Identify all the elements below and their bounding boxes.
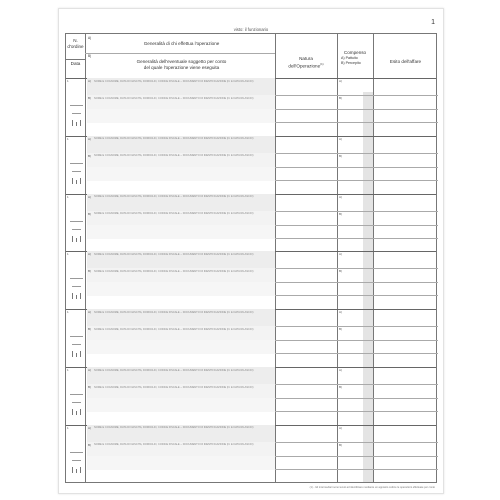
entry-block	[66, 194, 436, 252]
entry-fine-print: NOME E COGNOME, DATA DI NASCITA, DOMICILIO, CODICE FISCALE -- DOCUMENTO DI IDENTIFICAZIONE (N. E DATA RILASCIO)	[94, 368, 254, 372]
header-natura-2-text: dell'Operazione	[288, 63, 321, 69]
header-line-a: Generalità di chi effettua l'operazione	[143, 41, 220, 46]
row-divider	[275, 153, 438, 154]
date-field[interactable]	[70, 331, 83, 337]
entry-fine-print: NOME E COGNOME, DATA DI NASCITA, DOMICILIO, CODICE FISCALE -- DOCUMENTO DI IDENTIFICAZIONE (N. E DATA RILASCIO)	[94, 137, 254, 141]
entry-mark-b: B)	[88, 442, 91, 447]
header-line-b2: del quale l'operazione viene eseguita	[143, 65, 220, 70]
row-divider	[275, 167, 438, 168]
date-field[interactable]	[72, 455, 81, 461]
header-divider	[85, 53, 275, 54]
compenso-mark-a: A)	[339, 368, 342, 372]
field-c[interactable]	[87, 282, 275, 296]
row-divider	[275, 180, 438, 181]
entry-mark-a: A)	[88, 368, 91, 372]
date-field[interactable]	[70, 389, 83, 395]
entry-fine-print: NOME E COGNOME, DATA DI NASCITA, DOMICILIO, CODICE FISCALE -- DOCUMENTO DI IDENTIFICAZIONE (N. E DATA RILASCIO)	[94, 310, 254, 314]
footnote: (1) - Gli intermediari sono tenuti ad identificare mediante un apposito codice le operazioni effettuate per conto	[309, 486, 435, 489]
entry-num: 1	[67, 79, 69, 83]
header-compenso: Compenso	[343, 50, 367, 55]
entry-block	[66, 136, 436, 194]
entry-fine-print: NOME E COGNOME, DATA DI NASCITA, DOMICILIO, CODICE FISCALE -- DOCUMENTO DI IDENTIFICAZIONE (N. E DATA RILASCIO)	[94, 327, 254, 331]
date-field[interactable]	[72, 224, 81, 230]
compenso-mark-a: A)	[339, 79, 342, 83]
field-c[interactable]	[87, 340, 275, 354]
entry-num: 1	[67, 136, 69, 141]
date-field[interactable]	[72, 281, 81, 287]
entry-block	[66, 425, 436, 483]
entry-block	[66, 309, 436, 367]
date-field[interactable]	[70, 158, 83, 164]
header-data: Data	[70, 61, 81, 66]
row-divider	[275, 109, 438, 110]
date-field[interactable]	[72, 166, 81, 172]
compenso-mark-a: A)	[339, 194, 342, 199]
entry-mark-a: A)	[88, 194, 91, 199]
row-divider	[275, 442, 438, 443]
date-field[interactable]	[70, 273, 83, 279]
entry-block	[66, 251, 436, 309]
row-divider	[275, 225, 438, 226]
entry-block	[66, 78, 436, 136]
compenso-mark-b: B)	[339, 327, 342, 332]
header-mark-b: B)	[88, 54, 92, 58]
row-divider	[275, 398, 438, 399]
header-divider	[66, 59, 85, 60]
entry-mark-b: B)	[88, 327, 91, 332]
entry-mark-b: B)	[88, 385, 91, 389]
entry-fine-print: NOME E COGNOME, DATA DI NASCITA, DOMICILIO, CODICE FISCALE -- DOCUMENTO DI IDENTIFICAZIONE (N. E DATA RILASCIO)	[94, 96, 254, 100]
entry-num: 1	[67, 194, 69, 199]
compenso-mark-b: B)	[339, 153, 342, 158]
entry-fine-print: NOME E COGNOME, DATA DI NASCITA, DOMICILIO, CODICE FISCALE -- DOCUMENTO DI IDENTIFICAZIONE (N. E DATA RILASCIO)	[94, 212, 254, 216]
row-divider	[275, 469, 438, 470]
row-divider	[275, 411, 438, 412]
entry-fine-print: NOME E COGNOME, DATA DI NASCITA, DOMICILIO, CODICE FISCALE -- DOCUMENTO DI IDENTIFICAZIONE (N. E DATA RILASCIO)	[94, 385, 254, 389]
row-divider	[275, 95, 438, 96]
compenso-mark-a: A)	[339, 252, 342, 257]
row-divider	[275, 282, 438, 283]
entry-mark-b: B)	[88, 153, 91, 158]
field-c[interactable]	[87, 109, 275, 123]
entry-mark-a: A)	[88, 79, 91, 83]
compenso-mark-a: A)	[339, 425, 342, 430]
header-compenso-b: B) Percepito	[341, 61, 361, 65]
entry-num: 1	[67, 368, 69, 372]
entry-fine-print: NOME E COGNOME, DATA DI NASCITA, DOMICILIO, CODICE FISCALE -- DOCUMENTO DI IDENTIFICAZIONE (N. E DATA RILASCIO)	[94, 195, 254, 199]
compenso-mark-a: A)	[339, 136, 342, 141]
row-divider	[275, 326, 438, 327]
row-divider	[275, 384, 438, 385]
row-divider	[275, 211, 438, 212]
date-field[interactable]	[72, 108, 81, 114]
entry-mark-a: A)	[88, 252, 91, 257]
date-field[interactable]	[70, 216, 83, 222]
row-divider	[275, 295, 438, 296]
entry-fine-print: NOME E COGNOME, DATA DI NASCITA, DOMICILIO, CODICE FISCALE -- DOCUMENTO DI IDENTIFICAZIONE (N. E DATA RILASCIO)	[94, 154, 254, 158]
compenso-mark-b: B)	[339, 211, 342, 216]
entry-fine-print: NOME E COGNOME, DATA DI NASCITA, DOMICILIO, CODICE FISCALE -- DOCUMENTO DI IDENTIFICAZIONE (N. E DATA RILASCIO)	[94, 269, 254, 273]
compenso-mark-b: B)	[339, 385, 342, 389]
date-field[interactable]	[72, 339, 81, 345]
compenso-mark-b: B)	[339, 442, 342, 447]
field-c[interactable]	[87, 456, 275, 470]
entry-fine-print: NOME E COGNOME, DATA DI NASCITA, DOMICILIO, CODICE FISCALE -- DOCUMENTO DI IDENTIFICAZIONE (N. E DATA RILASCIO)	[94, 443, 254, 447]
row-divider	[275, 268, 438, 269]
header-natura-2	[275, 62, 337, 69]
entry-num: 1	[67, 252, 69, 257]
entry-fine-print: NOME E COGNOME, DATA DI NASCITA, DOMICILIO, CODICE FISCALE -- DOCUMENTO DI IDENTIFICAZIONE (N. E DATA RILASCIO)	[94, 79, 254, 83]
field-c[interactable]	[87, 225, 275, 239]
compenso-mark-a: A)	[339, 310, 342, 315]
row-divider	[275, 340, 438, 341]
row-divider	[275, 122, 438, 123]
entry-mark-b: B)	[88, 211, 91, 216]
register-table	[65, 33, 437, 483]
field-c[interactable]	[87, 167, 275, 181]
date-field[interactable]	[70, 100, 83, 106]
entry-num: 1	[67, 310, 69, 315]
entry-mark-b: B)	[88, 269, 91, 274]
entry-block	[66, 367, 436, 425]
entry-mark-a: A)	[88, 136, 91, 141]
entry-fine-print: NOME E COGNOME, DATA DI NASCITA, DOMICILIO, CODICE FISCALE -- DOCUMENTO DI IDENTIFICAZIONE (N. E DATA RILASCIO)	[94, 252, 254, 256]
date-field[interactable]	[72, 397, 81, 403]
header-esito: Esito dell'affare	[389, 59, 422, 64]
date-field[interactable]	[70, 447, 83, 453]
entry-mark-b: B)	[88, 96, 91, 100]
field-c[interactable]	[87, 398, 275, 412]
compenso-mark-b: B)	[339, 269, 342, 274]
header-compenso-a: A) Pattuito	[341, 56, 358, 60]
compenso-mark-b: B)	[339, 96, 342, 100]
page-number: 1	[431, 19, 435, 26]
header-n-ordine: N. d'ordine	[67, 38, 84, 49]
entry-fine-print: NOME E COGNOME, DATA DI NASCITA, DOMICILIO, CODICE FISCALE -- DOCUMENTO DI IDENTIFICAZIONE (N. E DATA RILASCIO)	[94, 426, 254, 430]
entry-num: 1	[67, 425, 69, 430]
natura-footnote-mark: (1)	[320, 62, 324, 66]
visto-line: visto: il funzionario	[233, 27, 269, 32]
header-line-b1: Generalità dell'eventuale soggetto per conto	[136, 59, 227, 64]
row-divider	[275, 353, 438, 354]
header-natura-1: Natura	[299, 56, 313, 61]
row-divider	[275, 238, 438, 239]
entry-mark-a: A)	[88, 425, 91, 430]
entry-mark-a: A)	[88, 310, 91, 315]
row-divider	[275, 456, 438, 457]
register-page	[58, 8, 444, 494]
header-mark-a: A)	[88, 36, 92, 40]
